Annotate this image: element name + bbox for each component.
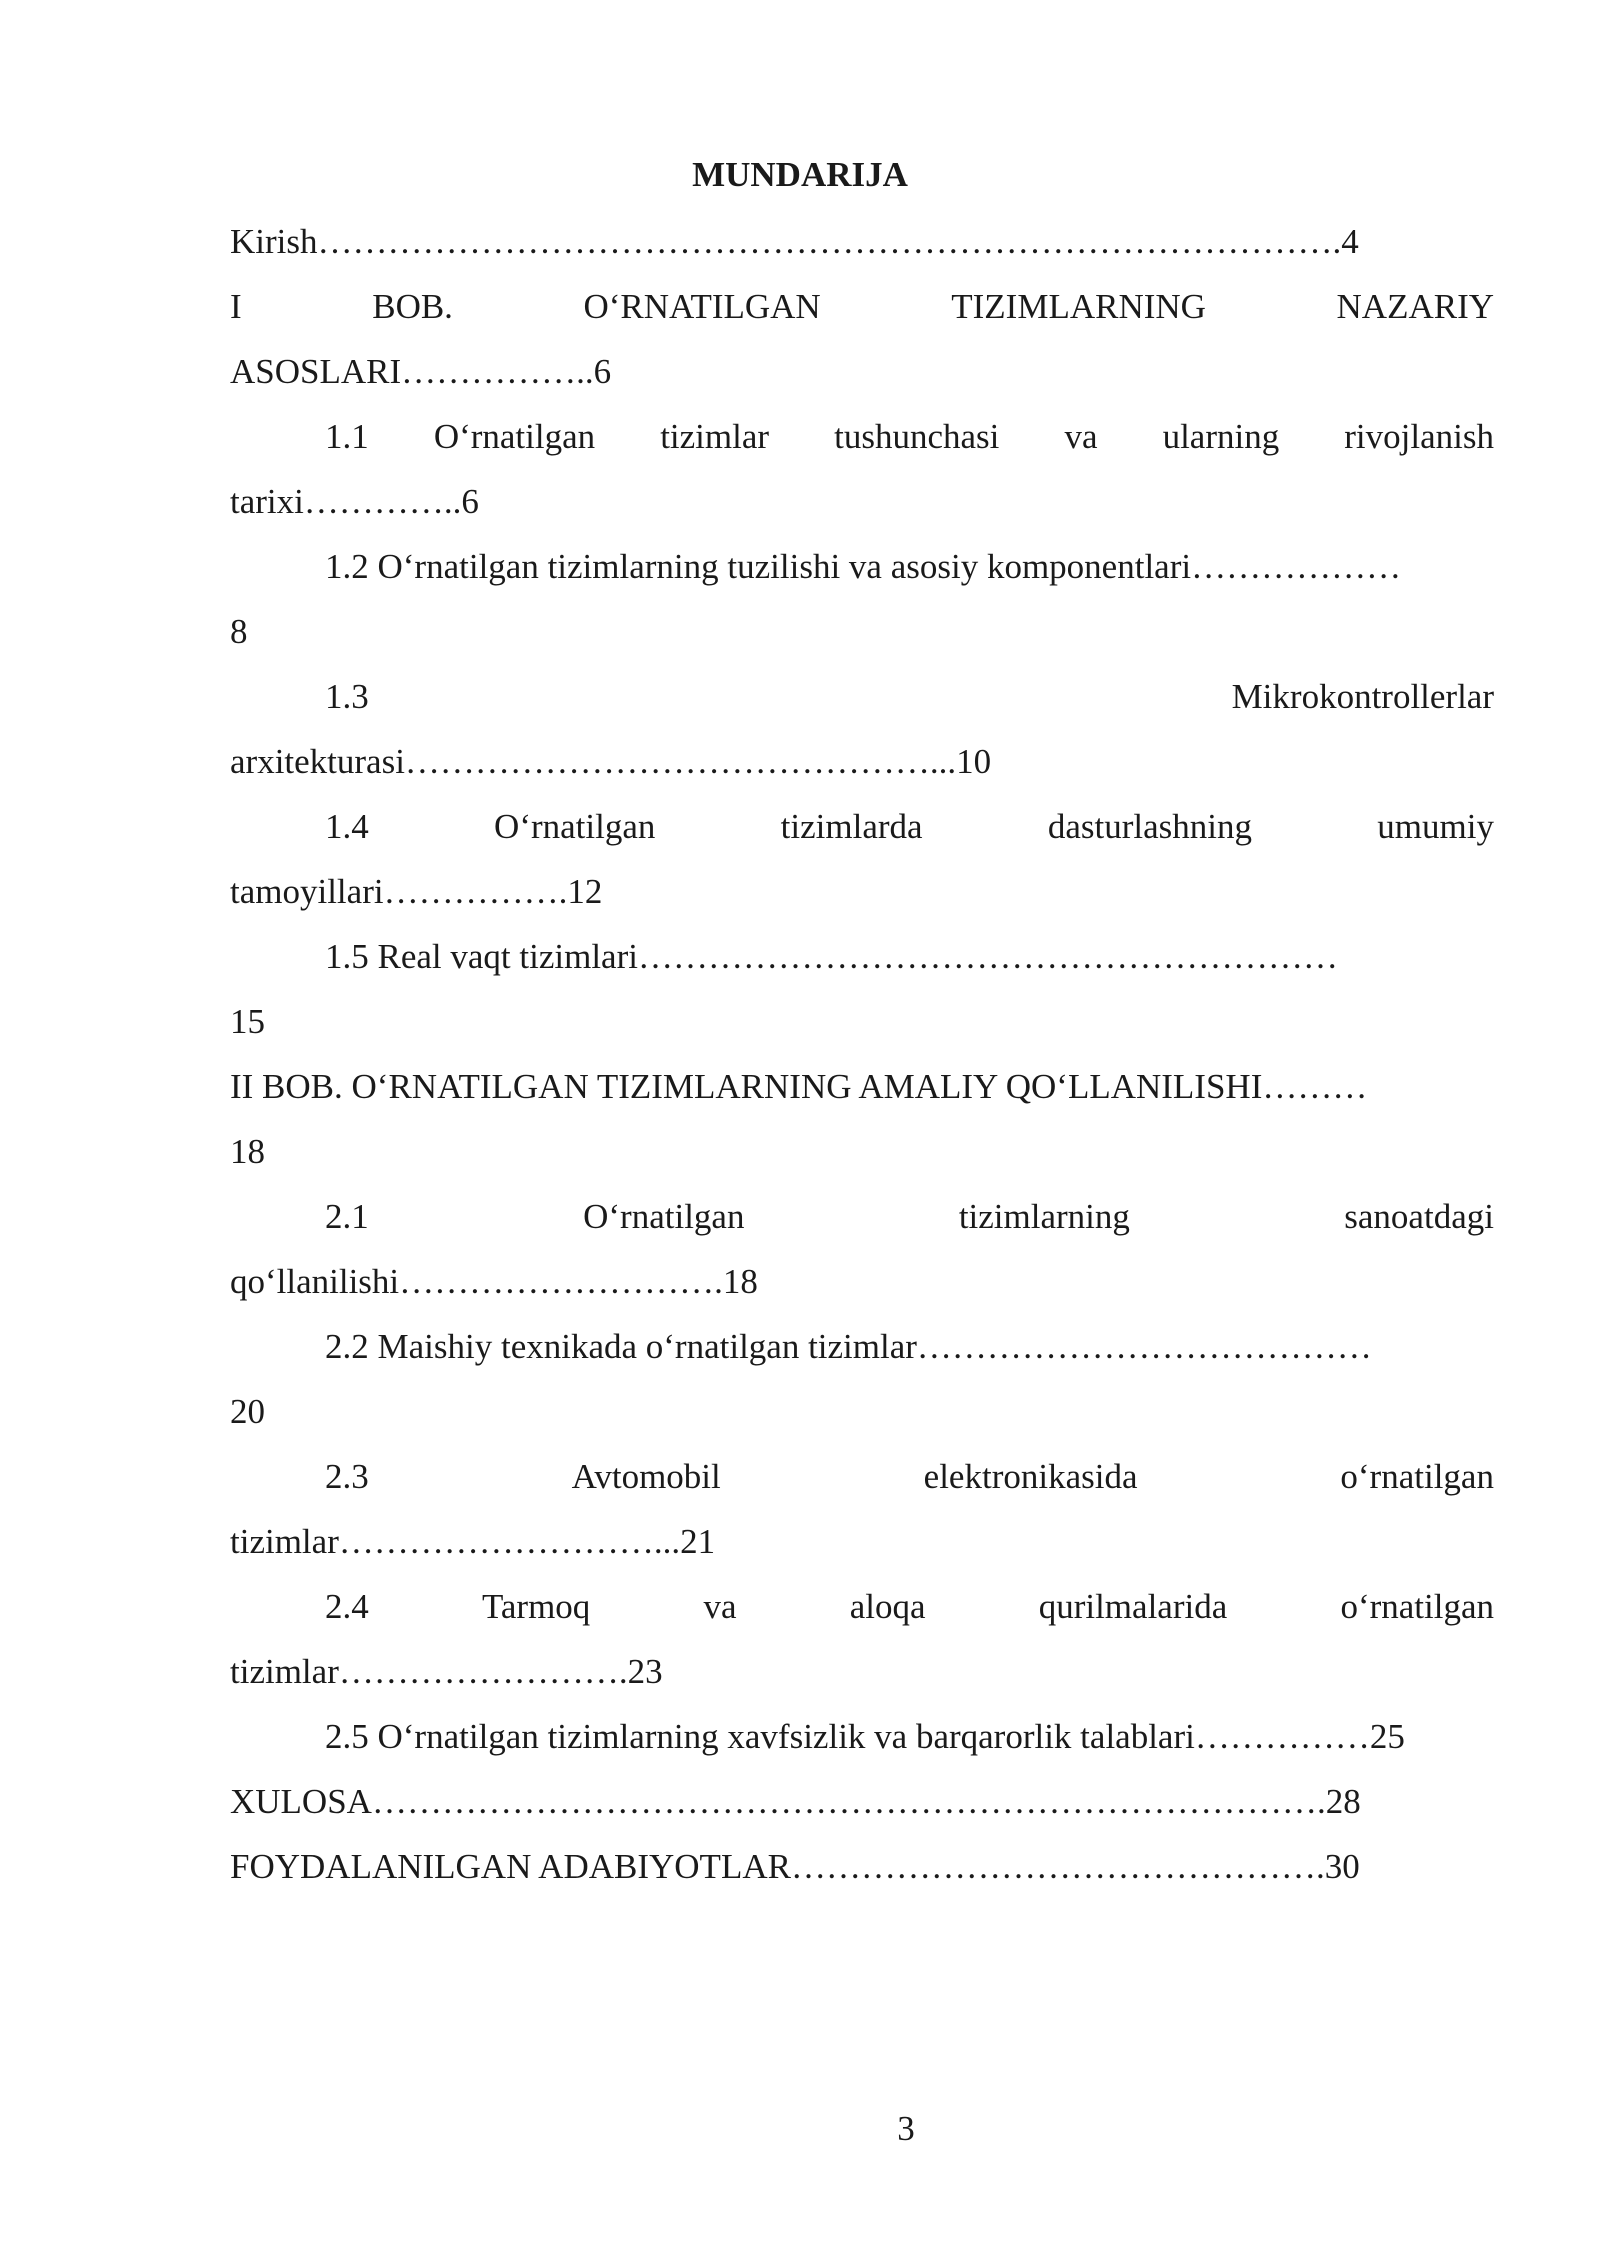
toc-word: va bbox=[1064, 417, 1098, 456]
toc-line bbox=[325, 674, 1494, 720]
toc-title: MUNDARIJA bbox=[692, 155, 908, 194]
toc-line bbox=[325, 1194, 1494, 1240]
toc-word: O‘RNATILGAN bbox=[583, 287, 821, 326]
toc-line: tizimlar………………………...21 bbox=[230, 1522, 716, 1561]
toc-word: Tarmoq bbox=[481, 1587, 591, 1626]
toc-line bbox=[325, 1584, 1494, 1630]
toc-word: tushunchasi bbox=[834, 417, 1000, 456]
toc-word: ularning bbox=[1162, 417, 1280, 456]
toc-line: FOYDALANILGAN ADABIYOTLAR……………………………………….30 bbox=[230, 1847, 1360, 1886]
page-number: 3 bbox=[897, 2109, 915, 2148]
toc-word: o‘rnatilgan bbox=[1340, 1587, 1494, 1626]
toc-line: arxitekturasi………………………………………...10 bbox=[230, 742, 992, 781]
toc-word: rivojlanish bbox=[1344, 417, 1494, 456]
toc-line: 20 bbox=[230, 1392, 265, 1431]
toc-line: 1.5 Real vaqt tizimlari…………………………………………………… bbox=[325, 937, 1338, 976]
toc-word: dasturlashning bbox=[1047, 807, 1252, 846]
toc-word: O‘rnatilgan bbox=[494, 807, 656, 846]
toc-section-number: 1.3 bbox=[325, 677, 369, 716]
toc-word: aloqa bbox=[849, 1587, 926, 1626]
toc-line: qo‘llanilishi……………………….18 bbox=[230, 1262, 758, 1301]
toc-line: Kirish…………………………………………………………………………….4 bbox=[230, 222, 1359, 261]
toc-word: I bbox=[230, 287, 242, 326]
toc-line: 18 bbox=[230, 1132, 265, 1171]
toc-word: tizimlarda bbox=[780, 807, 923, 846]
toc-word: 2.1 bbox=[325, 1197, 369, 1236]
toc-line: 8 bbox=[230, 612, 248, 651]
toc-word: o‘rnatilgan bbox=[1340, 1457, 1494, 1496]
toc-line: 2.5 O‘rnatilgan tizimlarning xavfsizlik va barqarorlik talablari……………25 bbox=[325, 1717, 1405, 1756]
toc-word: 2.3 bbox=[325, 1457, 369, 1496]
toc-word: tizimlarning bbox=[958, 1197, 1130, 1236]
toc-word: TIZIMLARNING bbox=[951, 287, 1206, 326]
toc-word: 1.1 bbox=[325, 417, 369, 456]
toc-word: 1.4 bbox=[325, 807, 369, 846]
toc-line bbox=[325, 1454, 1494, 1500]
toc-word: qurilmalarida bbox=[1038, 1587, 1228, 1626]
toc-line: 15 bbox=[230, 1002, 265, 1041]
toc-line: 1.2 O‘rnatilgan tizimlarning tuzilishi va asosiy komponentlari……………… bbox=[325, 547, 1402, 586]
toc-line: tamoyillari…………….12 bbox=[230, 872, 603, 911]
toc-word: tizimlar bbox=[660, 417, 770, 456]
toc-word: BOB. bbox=[372, 287, 453, 326]
toc-word: Avtomobil bbox=[571, 1457, 721, 1496]
toc-word: O‘rnatilgan bbox=[583, 1197, 745, 1236]
toc-word: umumiy bbox=[1377, 807, 1494, 846]
toc-line bbox=[325, 414, 1494, 460]
toc-line: tizimlar…………………….23 bbox=[230, 1652, 663, 1691]
toc-word: sanoatdagi bbox=[1344, 1197, 1494, 1236]
toc-line: II BOB. O‘RNATILGAN TIZIMLARNING AMALIY QO‘LLANILISHI……… bbox=[230, 1067, 1368, 1106]
toc-line: 2.2 Maishiy texnikada o‘rnatilgan tizimlar………………………………… bbox=[325, 1327, 1372, 1366]
toc-line bbox=[230, 284, 1494, 330]
toc-word: O‘rnatilgan bbox=[433, 417, 596, 456]
toc-word: 2.4 bbox=[325, 1587, 369, 1626]
toc-line bbox=[325, 804, 1494, 850]
toc-word: va bbox=[703, 1587, 737, 1626]
toc-word: NAZARIY bbox=[1336, 287, 1494, 326]
toc-word: elektronikasida bbox=[923, 1457, 1138, 1496]
toc-line: tarixi…………..6 bbox=[230, 482, 479, 521]
toc-section-title: Mikrokontrollerlar bbox=[1231, 677, 1494, 716]
toc-line: XULOSA……………………………………………………………………….28 bbox=[230, 1782, 1361, 1821]
toc-line: ASOSLARI……………..6 bbox=[230, 352, 612, 391]
